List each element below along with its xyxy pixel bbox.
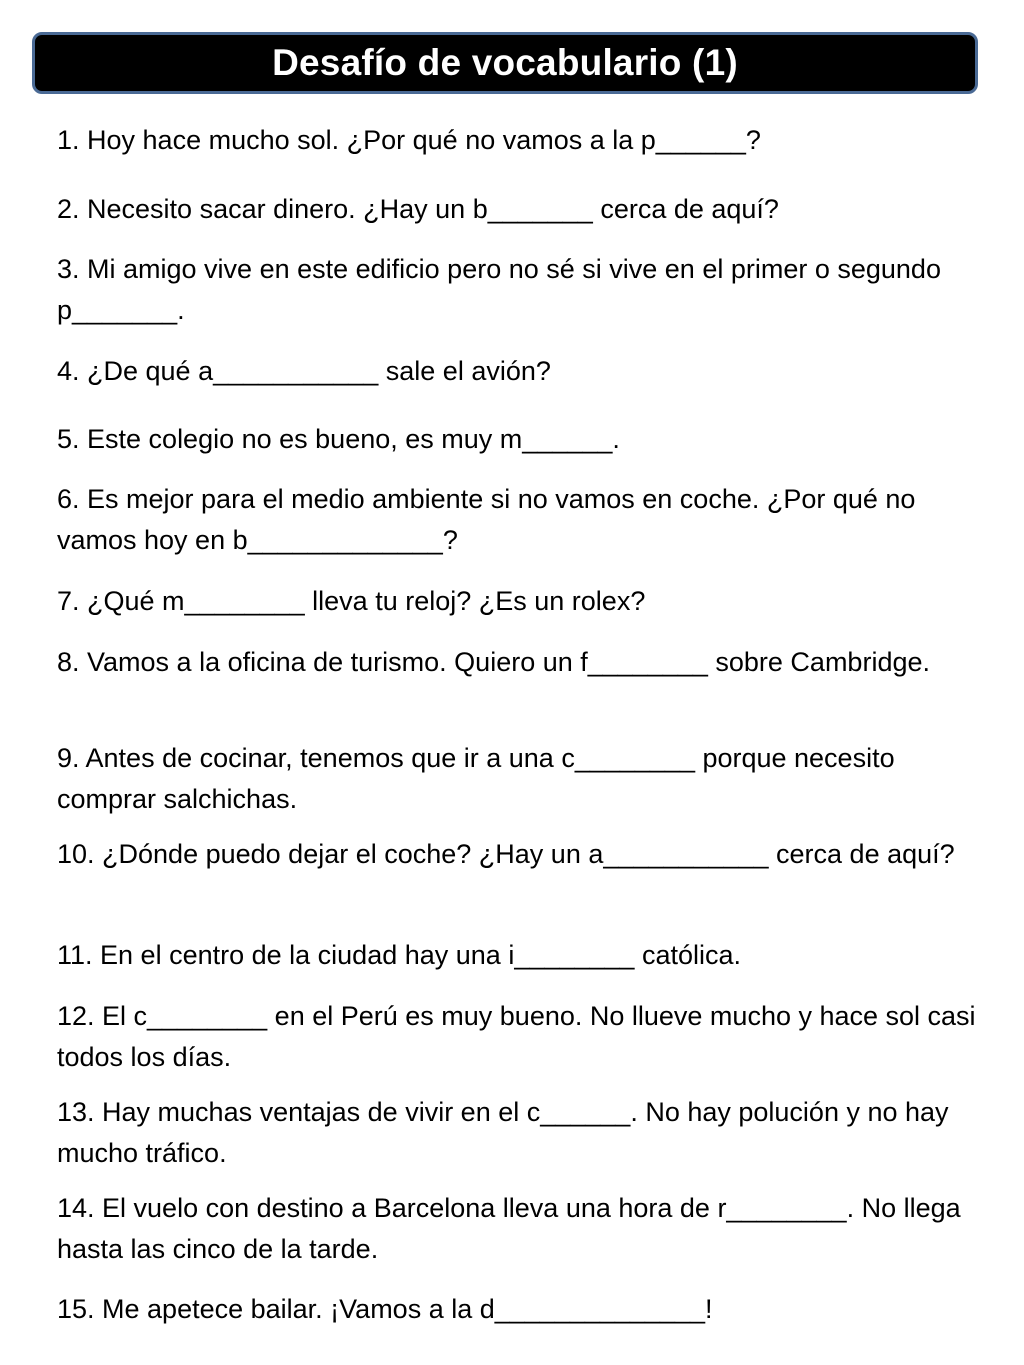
- question-13: 13. Hay muchas ventajas de vivir en el c______. No hay polución y no hay mucho tráfico.: [57, 1097, 949, 1168]
- question-7: 7. ¿Qué m________ lleva tu reloj? ¿Es un rolex?: [57, 586, 646, 616]
- question-10: 10. ¿Dónde puedo dejar el coche? ¿Hay un a___________ cerca de aquí?: [57, 839, 955, 869]
- title-banner: [32, 32, 978, 94]
- page-title: Desafío de vocabulario (1): [272, 42, 738, 83]
- question-1: 1. Hoy hace mucho sol. ¿Por qué no vamos a la p______?: [57, 125, 761, 155]
- question-3: 3. Mi amigo vive en este edificio pero no sé si vive en el primer o segundo p_______.: [57, 254, 941, 325]
- question-15: 15. Me apetece bailar. ¡Vamos a la d______________!: [57, 1294, 713, 1324]
- question-11: 11. En el centro de la ciudad hay una i________ católica.: [57, 940, 741, 970]
- question-8: 8. Vamos a la oficina de turismo. Quiero un f________ sobre Cambridge.: [57, 647, 930, 677]
- question-12: 12. El c________ en el Perú es muy bueno. No llueve mucho y hace sol casi todos los días.: [57, 1001, 976, 1072]
- question-6: 6. Es mejor para el medio ambiente si no vamos en coche. ¿Por qué no vamos hoy en b_____________?: [57, 484, 916, 555]
- question-5: 5. Este colegio no es bueno, es muy m______.: [57, 424, 620, 454]
- question-4: 4. ¿De qué a___________ sale el avión?: [57, 356, 551, 386]
- question-2: 2. Necesito sacar dinero. ¿Hay un b_______ cerca de aquí?: [57, 194, 779, 224]
- question-9: 9. Antes de cocinar, tenemos que ir a una c________ porque necesito comprar salchichas.: [57, 743, 895, 814]
- question-14: 14. El vuelo con destino a Barcelona lleva una hora de r________. No llega hasta las cinco de la tarde.: [57, 1193, 961, 1264]
